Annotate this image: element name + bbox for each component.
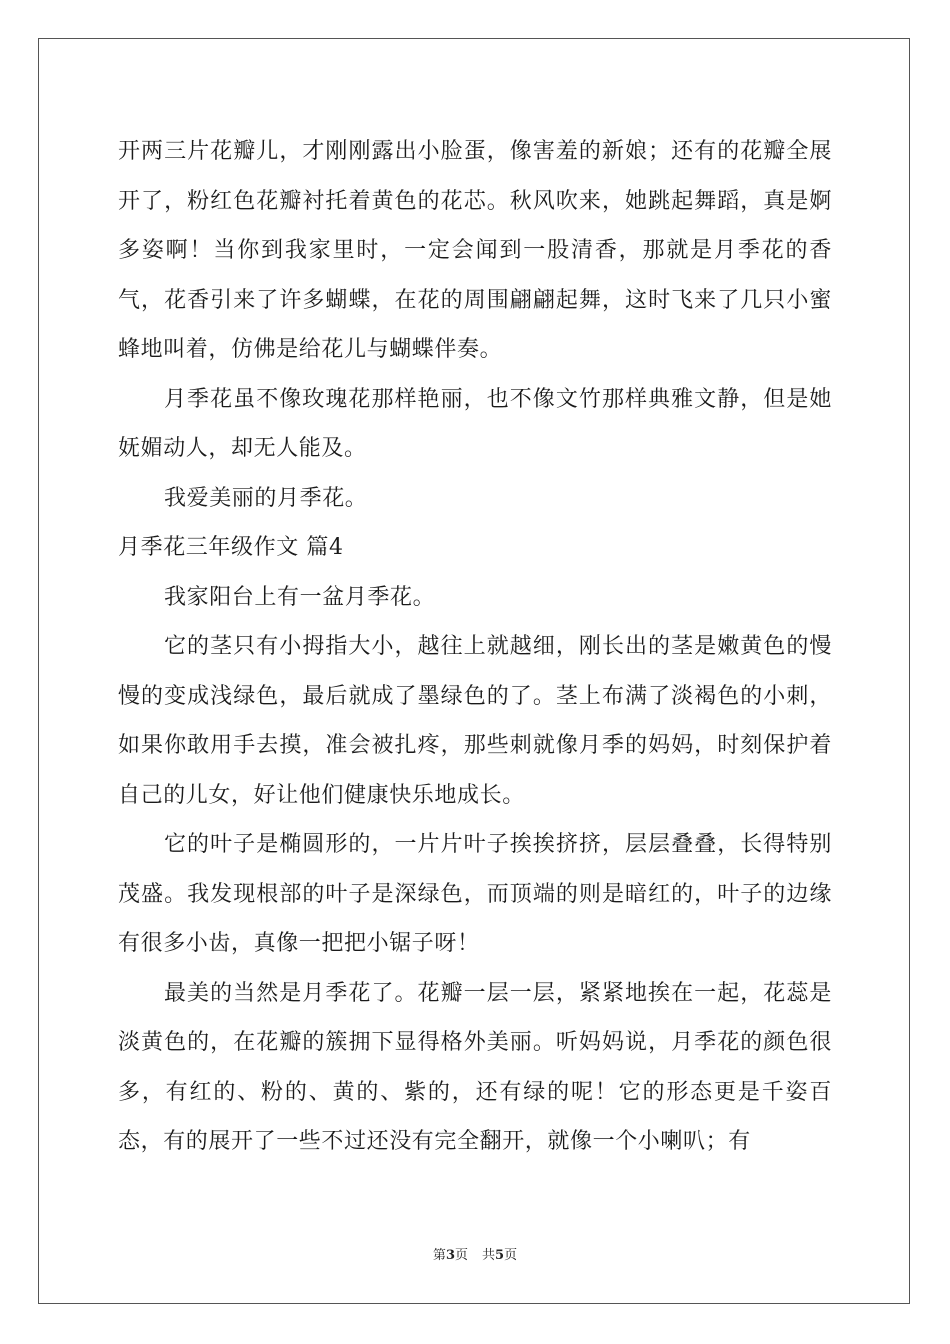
page-suffix: 页 [454,1248,468,1263]
paragraph: 它的叶子是椭圆形的，一片片叶子挨挨挤挤，层层叠叠，长得特别茂盛。我发现根部的叶子是深绿色，而顶端的则是暗红的，叶子的边缘有很多小齿，真像一把把小锯子呀！ [118,832,832,956]
paragraph: 最美的当然是月季花了。花瓣一层一层，紧紧地挨在一起，花蕊是淡黄色的，在花瓣的簇拥下显得格外美丽。听妈妈说，月季花的颜色很多，有红的、粉的、黄的、紫的，还有绿的呢！它的形态更是千姿百态，有的展开了一些不过还没有完全翻开，就像一个小喇叭；有 [118,980,832,1154]
paragraph-continued: 开两三片花瓣儿，才刚刚露出小脸蛋，像害羞的新娘；还有的花瓣全展开了，粉红色花瓣衬托着黄色的花芯。秋风吹来，她跳起舞蹈，真是婀多姿啊！当你到我家里时，一定会闻到一股清香，那就是月季花的香气，花香引来了许多蝴蝶，在花的周围翩翩起舞，这时飞来了几只小蜜蜂地叫着，仿佛是给花儿与蝴蝶伴奏。 [118,139,832,362]
page-current: 3 [445,1248,455,1263]
total-prefix: 共 [482,1248,496,1263]
paragraph: 我爱美丽的月季花。 [164,485,368,511]
paragraph: 月季花虽不像玫瑰花那样艳丽，也不像文竹那样典雅文静，但是她妩媚动人，却无人能及。 [118,386,832,461]
page-prefix: 第 [432,1248,446,1263]
paragraph: 它的茎只有小拇指大小，越往上就越细，刚长出的茎是嫩黄色的慢慢的变成浅绿色，最后就成了墨绿色的了。茎上布满了淡褐色的小刺，如果你敢用手去摸，准会被扎疼，那些刺就像月季的妈妈，时刻保护着自己的儿女，好让他们健康快乐地成长。 [118,634,832,808]
total-suffix: 页 [504,1248,518,1263]
page-total: 5 [495,1248,505,1263]
section-heading: 月季花三年级作文 篇4 [118,535,344,560]
document-body [118,127,832,1167]
paragraph: 我家阳台上有一盆月季花。 [164,584,436,610]
page-footer [0,1246,950,1266]
